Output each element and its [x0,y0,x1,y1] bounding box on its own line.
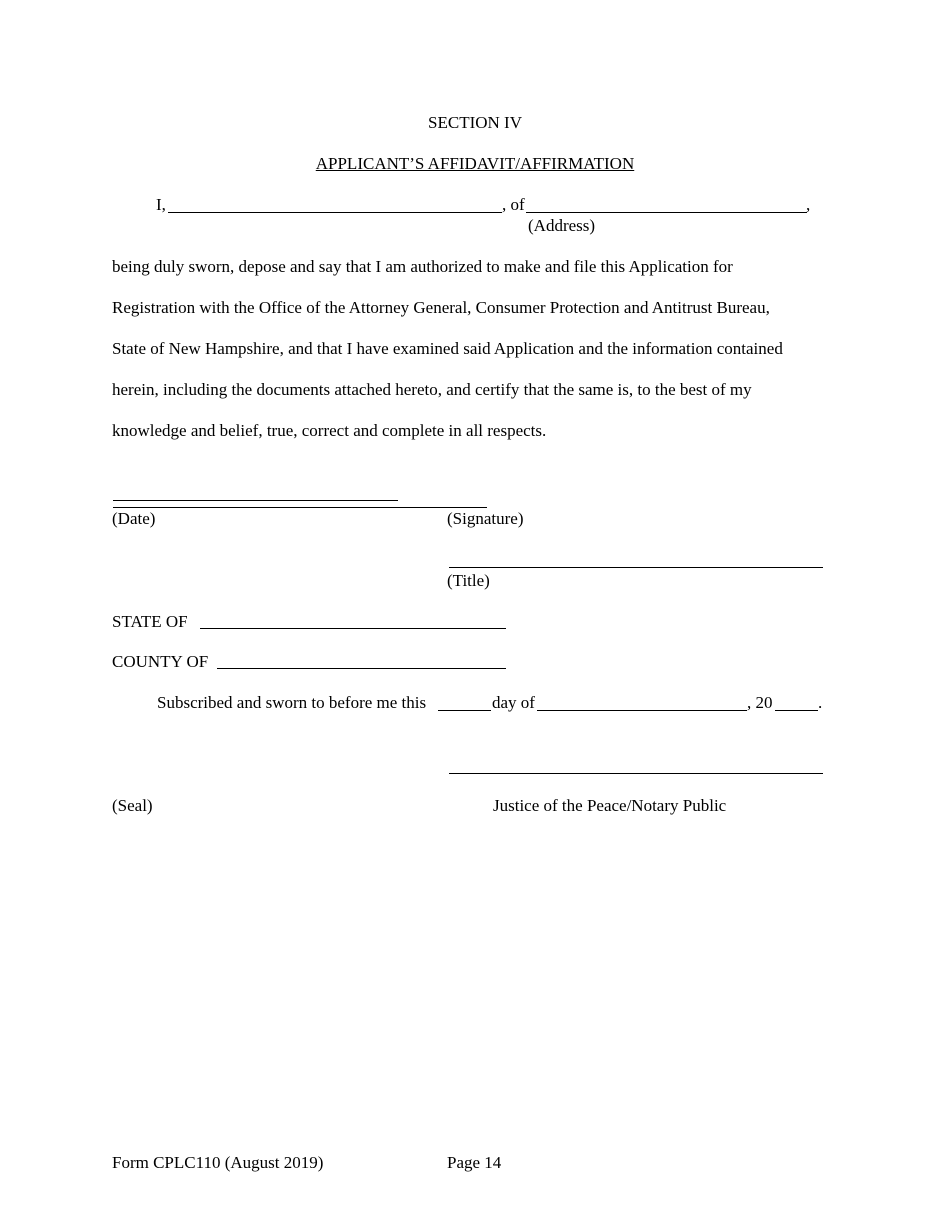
signature-blank-line[interactable] [113,507,487,508]
section-heading: SECTION IV [428,113,522,132]
county-blank-line[interactable] [217,668,506,669]
title-label: (Title) [447,571,490,590]
opening-trailing-comma: , [806,195,811,214]
sworn-period: . [818,693,823,712]
opening-of-text: , of [502,195,525,214]
address-label: (Address) [528,216,596,235]
sworn-prefix: Subscribed and sworn to before me this [157,693,427,712]
body-line: herein, including the documents attached hereto, and certify that the same is, to the best of my [112,380,752,399]
form-id: Form CPLC110 (August 2019) [112,1153,324,1172]
title-blank-line[interactable] [449,567,823,568]
date-blank-line[interactable] [113,500,398,501]
affidavit-title: APPLICANT’S AFFIDAVIT/AFFIRMATION [315,154,635,173]
notary-signature-line[interactable] [449,773,823,774]
date-label: (Date) [112,509,156,528]
month-blank-line[interactable] [537,710,747,711]
day-blank-line[interactable] [438,710,491,711]
opening-prefix: I, [156,195,166,214]
year-prefix: , 20 [747,693,773,712]
name-blank-line[interactable] [168,212,502,213]
body-line: Registration with the Office of the Attorney General, Consumer Protection and Antitrust Bureau, [112,298,770,317]
body-line: being duly sworn, depose and say that I am authorized to make and file this Application for [112,257,733,276]
year-blank-line[interactable] [775,710,818,711]
state-label: STATE OF [112,612,188,631]
state-blank-line[interactable] [200,628,506,629]
signature-label: (Signature) [447,509,524,528]
address-blank-line[interactable] [526,212,807,213]
body-line: knowledge and belief, true, correct and complete in all respects. [112,421,547,440]
body-line: State of New Hampshire, and that I have examined said Application and the information contained [112,339,783,358]
seal-label: (Seal) [112,796,153,815]
county-label: COUNTY OF [112,652,209,671]
day-of-text: day of [492,693,535,712]
notary-label: Justice of the Peace/Notary Public [493,796,727,815]
page-number: Page 14 [447,1153,502,1172]
